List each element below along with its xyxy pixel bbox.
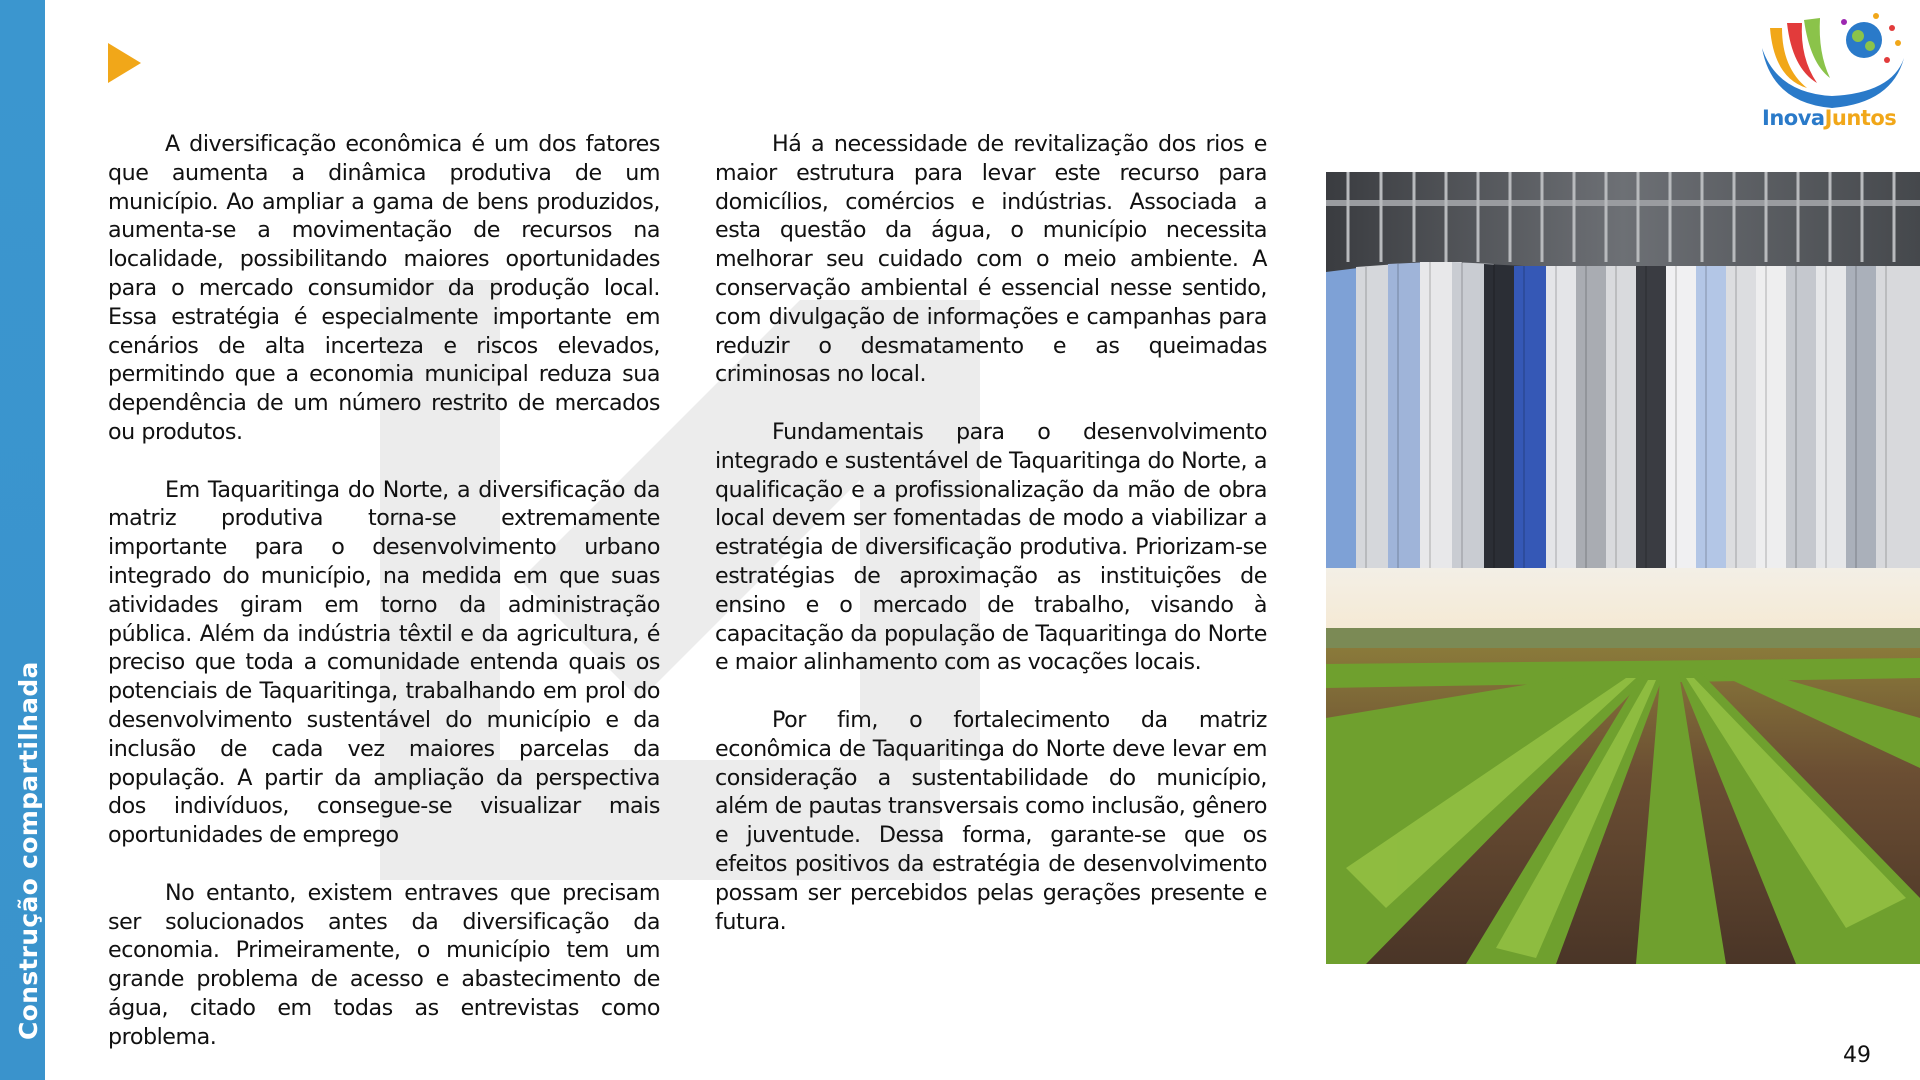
paragraph: Há a necessidade de revitalização dos rios e maior estrutura para levar este recurso para domicílios, comércios e indústrias. Associada a esta questão da água, o município necessita melhorar seu cuidado com o meio ambiente. A conservação ambiental é essencial nesse sentido, com divulgação de informações e campanhas para reduzir o desmatamento e as queimadas criminosas no local. <box>715 131 1267 388</box>
paragraph: Em Taquaritinga do Norte, a diversificação da matriz produtiva torna-se extremamente importante para o desenvolvimento urbano integrado do município, na medida em que suas atividades giram em torno da administração pública. Além da indústria têxtil e da agricultura, é preciso que toda a comunidade entenda quais os potenciais de Taquaritinga, trabalhando em prol do desenvolvimento sustentável do município e da inclusão de cada vez maiores parcelas da população. A partir da ampliação da perspectiva dos indivíduos, consegue-se visualizar mais oportunidades de emprego <box>108 476 660 849</box>
sidebar-label: Construção compartilhada <box>14 661 43 1040</box>
right-text-column <box>715 130 1267 965</box>
section-marker-icon <box>108 43 141 83</box>
crop-field-photo <box>1326 568 1920 964</box>
paragraph: Fundamentais para o desenvolvimento integrado e sustentável de Taquaritinga do Norte, a qualificação e a profissionalização da mão de obra local devem ser fomentadas de modo a viabilizar a estratégia de diversificação produtiva. Priorizam-se estratégias de aproximação as instituições de ensino e o mercado de trabalho, visando à capacitação da população de Taquaritinga do Norte e maior alinhamento com as vocações locais. <box>715 418 1267 676</box>
logo-wordmark: InovaJuntos <box>1762 106 1897 130</box>
shirts-rack-photo <box>1326 172 1920 568</box>
paragraph: A diversificação econômica é um dos fatores que aumenta a dinâmica produtiva de um município. Ao ampliar a gama de bens produzidos, aumenta-se a movimentação de recursos na localidade, possibilitando maiores oportunidades para o mercado consumidor da produção local. Essa estratégia é especialmente importante em cenários de alta incerteza e riscos elevados, permitindo que a economia municipal reduza sua dependência de um número restrito de mercados ou produtos. <box>108 131 660 445</box>
paragraph: Por fim, o fortalecimento da matriz econômica de Taquaritinga do Norte deve levar em consideração a sustentabilidade do município, além de pautas transversais como inclusão, gênero e juventude. Dessa forma, garante-se que os efeitos positivos da estratégia de desenvolvimento possam ser percebidos pelas gerações presente e futura. <box>715 706 1267 935</box>
paragraph: No entanto, existem entraves que precisam ser solucionados antes da diversificação da economia. Primeiramente, o município tem um grande problema de acesso e abastecimento de água, citado em todas as entrevistas como problema. <box>108 879 660 1050</box>
page-number: 49 <box>1843 1043 1871 1068</box>
sidebar-band <box>0 0 45 1080</box>
left-text-column <box>108 130 660 1080</box>
